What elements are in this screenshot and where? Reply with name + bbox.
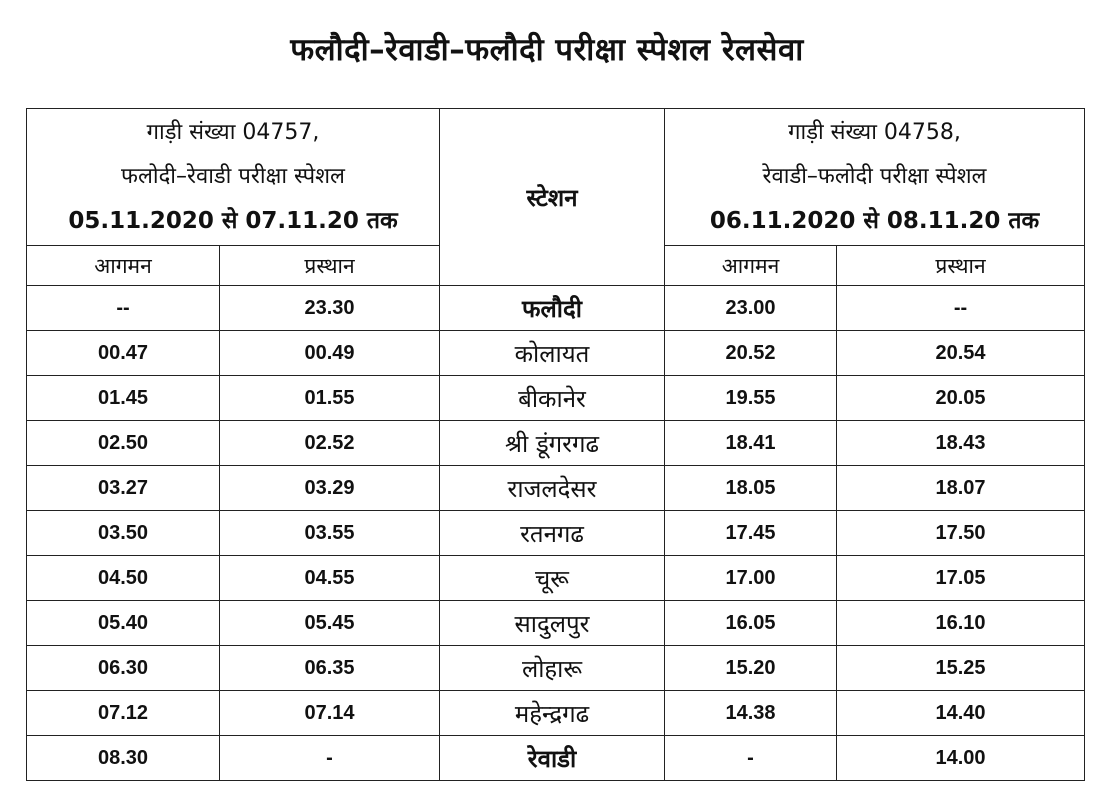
table-row [27,466,1085,511]
right-departure-header: प्रस्थान [837,246,1085,286]
left-departure-cell: - [220,736,440,781]
right-departure-cell: 17.05 [837,556,1085,601]
right-departure-cell: 20.54 [837,331,1085,376]
left-departure-cell: 07.14 [220,691,440,736]
right-arrival-cell: 15.20 [665,646,837,691]
table-row [27,331,1085,376]
table-row [27,556,1085,601]
right-departure-cell: 15.25 [837,646,1085,691]
left-departure-cell: 04.55 [220,556,440,601]
right-departure-cell: 18.07 [837,466,1085,511]
left-arrival-cell: 07.12 [27,691,220,736]
station-name-cell: महेन्द्रगढ [440,691,665,736]
left-departure-cell: 00.49 [220,331,440,376]
right-departure-cell: 18.43 [837,421,1085,466]
station-name-cell: रेवाडी [440,736,665,781]
left-departure-cell: 02.52 [220,421,440,466]
right-train-header [665,109,1085,246]
left-departure-cell: 06.35 [220,646,440,691]
left-departure-cell: 05.45 [220,601,440,646]
left-train-header [27,109,440,246]
timetable [26,108,1085,781]
right-departure-cell: -- [837,286,1085,331]
left-departure-header: प्रस्थान [220,246,440,286]
station-name-cell: श्री डूंगरगढ [440,421,665,466]
station-name-cell: कोलायत [440,331,665,376]
right-departure-cell: 16.10 [837,601,1085,646]
station-name-cell: लोहारू [440,646,665,691]
right-arrival-cell: 19.55 [665,376,837,421]
right-departure-cell: 17.50 [837,511,1085,556]
left-arrival-cell: 02.50 [27,421,220,466]
table-row [27,286,1085,331]
right-arrival-cell: 20.52 [665,331,837,376]
right-arrival-header: आगमन [665,246,837,286]
left-departure-cell: 01.55 [220,376,440,421]
right-arrival-cell: - [665,736,837,781]
left-arrival-cell: 06.30 [27,646,220,691]
right-arrival-cell: 14.38 [665,691,837,736]
station-header: स्टेशन [440,109,665,286]
right-arrival-cell: 18.05 [665,466,837,511]
left-arrival-cell: 03.27 [27,466,220,511]
station-name-cell: रतनगढ [440,511,665,556]
right-train-dates: 06.11.2020 से 08.11.20 तक [709,208,1040,234]
right-arrival-cell: 18.41 [665,421,837,466]
table-row [27,376,1085,421]
left-train-dates: 05.11.2020 से 07.11.20 तक [68,208,398,234]
left-train-route: फलोदी–रेवाडी परीक्षा स्पेशल [121,164,345,189]
table-row [27,601,1085,646]
table-row [27,421,1085,466]
right-arrival-cell: 16.05 [665,601,837,646]
left-departure-cell: 03.55 [220,511,440,556]
table-row [27,646,1085,691]
left-train-number: गाड़ी संख्या 04757, [146,120,320,145]
table-row [27,511,1085,556]
table-row [27,691,1085,736]
right-departure-cell: 14.40 [837,691,1085,736]
left-departure-cell: 03.29 [220,466,440,511]
page-title: फलौदी–रेवाडी–फलौदी परीक्षा स्पेशल रेलसेवा [290,32,804,68]
left-arrival-cell: 03.50 [27,511,220,556]
left-arrival-cell: 01.45 [27,376,220,421]
station-name-cell: राजलदेसर [440,466,665,511]
left-arrival-cell: -- [27,286,220,331]
station-name-cell: बीकानेर [440,376,665,421]
table-row [27,736,1085,781]
station-name-cell: सादुलपुर [440,601,665,646]
left-arrival-cell: 04.50 [27,556,220,601]
right-arrival-cell: 23.00 [665,286,837,331]
right-departure-cell: 14.00 [837,736,1085,781]
left-arrival-header: आगमन [27,246,220,286]
right-arrival-cell: 17.00 [665,556,837,601]
station-name-cell: फलौदी [440,286,665,331]
station-name-cell: चूरू [440,556,665,601]
right-arrival-cell: 17.45 [665,511,837,556]
left-arrival-cell: 08.30 [27,736,220,781]
left-departure-cell: 23.30 [220,286,440,331]
right-departure-cell: 20.05 [837,376,1085,421]
left-arrival-cell: 00.47 [27,331,220,376]
right-train-route: रेवाडी–फलोदी परीक्षा स्पेशल [762,164,987,189]
right-train-number: गाड़ी संख्या 04758, [788,120,961,145]
left-arrival-cell: 05.40 [27,601,220,646]
